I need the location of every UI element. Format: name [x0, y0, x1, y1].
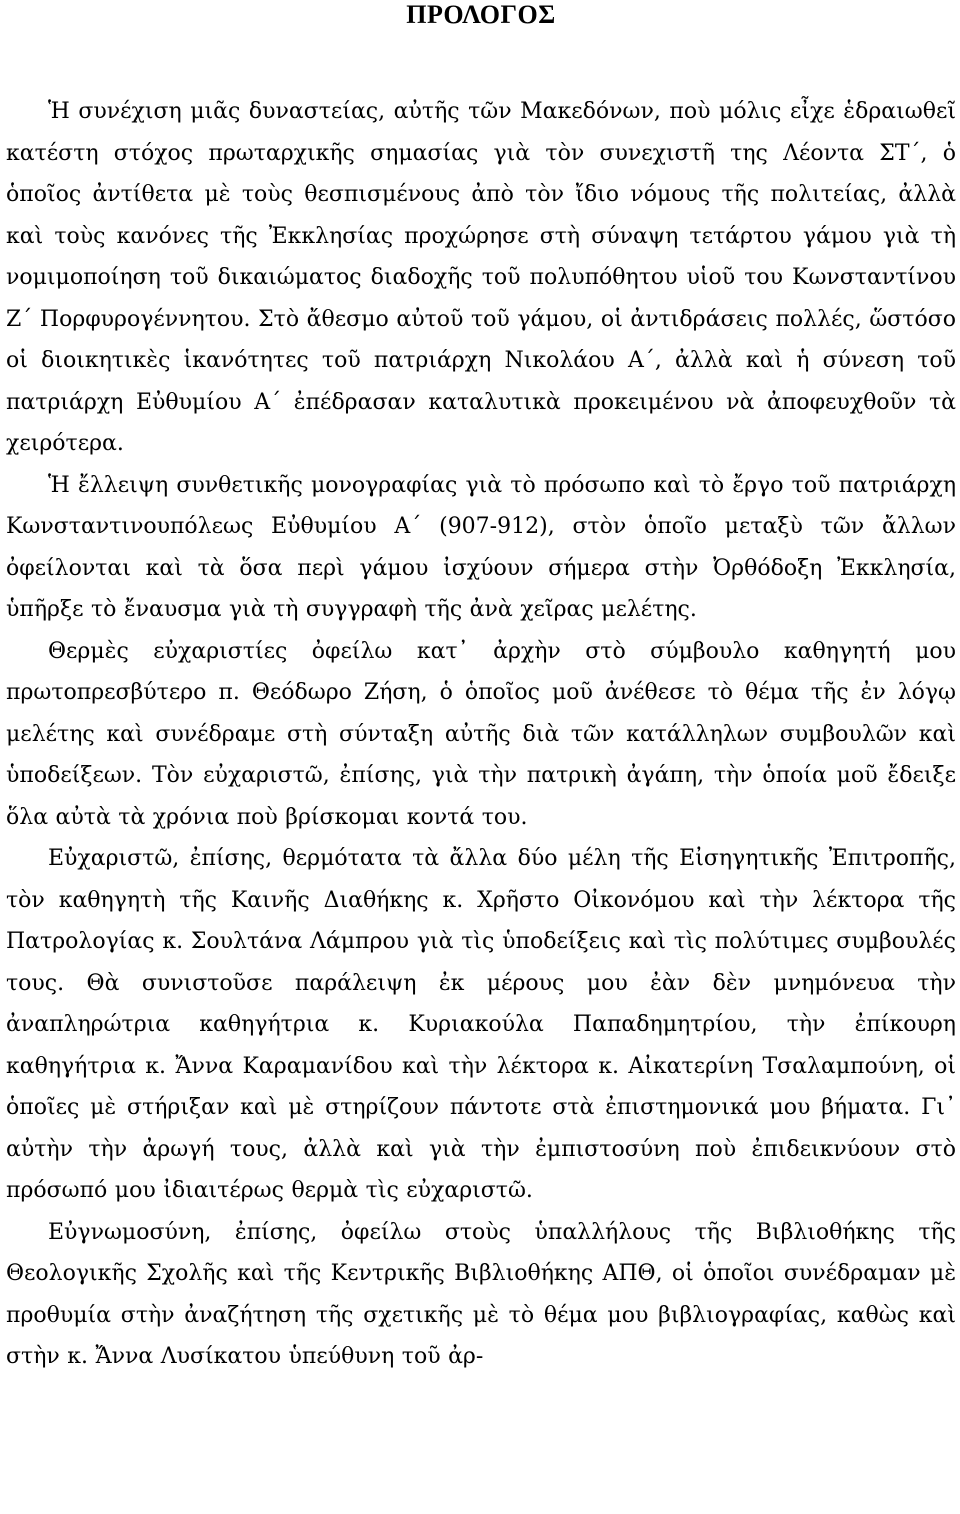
paragraph-1: Ἡ συνέχιση μιᾶς δυναστείας, αὐτῆς τῶν Μακεδόνων, ποὺ μόλις εἶχε ἑδραιωθεῖ κατέστη στόχος πρωταρχικῆς σημασίας γιὰ τὸν συνεχιστῆ της Λέοντα ΣΤ΄, ὁ ὁποῖος ἀντίθετα μὲ τοὺς θεσπισμένους ἀπὸ τὸν ἴδιο νόμους τῆς πολιτείας, ἀλλὰ καὶ τοὺς κανόνες τῆς Ἐκκλησίας προχώρησε στὴ σύναψη τετάρτου γάμου γιὰ τὴ νομιμοποίηση τοῦ δικαιώματος διαδοχῆς τοῦ πολυπόθητου υἱοῦ του Κωνσταντίνου Ζ΄ Πορφυρογέννητου. Στὸ ἄθεσμο αὐτοῦ τοῦ γάμου, οἱ ἀντιδράσεις πολλές, ὥστόσο οἱ διοικητικὲς ἱκανότητες τοῦ πατριάρχη Νικολάου Α΄, ἀλλὰ καὶ ἡ σύνεση τοῦ πατριάρχη Εὐθυμίου Α΄ ἐπέδρασαν καταλυτικὰ προκειμένου νὰ ἀποφευχθοῦν τὰ χειρότερα. [6, 99, 956, 456]
paragraph-4: Εὐχαριστῶ, ἐπίσης, θερμότατα τὰ ἄλλα δύο μέλη τῆς Εἰσηγητικῆς Ἐπιτροπῆς, τὸν καθηγητὴ τῆς Καινῆς Διαθήκης κ. Χρῆστο Οἰκονόμου καὶ τὴν λέκτορα τῆς Πατρολογίας κ. Σουλτάνα Λάμπρου γιὰ τὶς ὑποδείξεις καὶ τὶς πολύτιμες συμβουλές τους. Θὰ συνιστοῦσε παράλειψη ἐκ μέρους μου ἐὰν δὲν μνημόνευα τὴν ἀναπληρώτρια καθηγήτρια κ. Κυριακούλα Παπαδημητρίου, τὴν ἐπίκουρη καθηγήτρια κ. Ἄννα Καραμανίδου καὶ τὴν λέκτορα κ. Αἰκατερίνη Τσαλαμπούνη, οἱ ὁποῖες μὲ στήριξαν καὶ μὲ στηρίζουν πάντοτε στὰ ἐπιστημονικά μου βήματα. Γι᾽ αὐτὴν τὴν ἀρωγή τους, ἀλλὰ καὶ γιὰ τὴν ἐμπιστοσύνη ποὺ ἐπιδεικνύουν στὸ πρόσωπό μου ἰδιαιτέρως θερμὰ τὶς εὐχαριστῶ. [6, 846, 956, 1203]
paragraph-2: Ἡ ἔλλειψη συνθετικῆς μονογραφίας γιὰ τὸ πρόσωπο καὶ τὸ ἔργο τοῦ πατριάρχη Κωνσταντινουπόλεως Εὐθυμίου Α΄ (907-912), στὸν ὁποῖο μεταξὺ τῶν ἄλλων ὀφείλονται καὶ τὰ ὅσα περὶ γάμου ἰσχύουν σήμερα στὴν Ὀρθόδοξη Ἐκκλησία, ὑπῆρξε τὸ ἔναυσμα γιὰ τὴ συγγραφὴ τῆς ἀνὰ χεῖρας μελέτης. [6, 472, 956, 622]
page-title: ΠΡΟΛΟΓΟΣ [406, 0, 556, 29]
document-body [6, 91, 956, 1378]
paragraph-3: Θερμὲς εὐχαριστίες ὀφείλω κατ᾽ ἀρχὴν στὸ σύμβουλο καθηγητή μου πρωτοπρεσβύτερο π. Θεόδωρο Ζήση, ὁ ὁποῖος μοῦ ἀνέθεσε τὸ θέμα τῆς ἐν λόγῳ μελέτης καὶ συνέδραμε στὴ σύνταξη αὐτῆς διὰ τῶν κατάλληλων συμβουλῶν καὶ ὑποδείξεων. Τὸν εὐχαριστῶ, ἐπίσης, γιὰ τὴν πατρικὴ ἀγάπη, τὴν ὁποία μοῦ ἔδειξε ὅλα αὐτὰ τὰ χρόνια ποὺ βρίσκομαι κοντά του. [6, 638, 956, 830]
paragraph-5: Εὐγνωμοσύνη, ἐπίσης, ὀφείλω στοὺς ὑπαλλήλους τῆς Βιβλιοθήκης τῆς Θεολογικῆς Σχολῆς καὶ τῆς Κεντρικῆς Βιβλιοθήκης ΑΠΘ, οἱ ὁποῖοι συνέδραμαν μὲ προθυμία στὴν ἀναζήτηση τῆς σχετικῆς μὲ τὸ θέμα μου βιβλιογραφίας, καθὼς καὶ στὴν κ. Ἄννα Λυσίκατου ὑπεύθυνη τοῦ ἀρ- [6, 1219, 956, 1369]
